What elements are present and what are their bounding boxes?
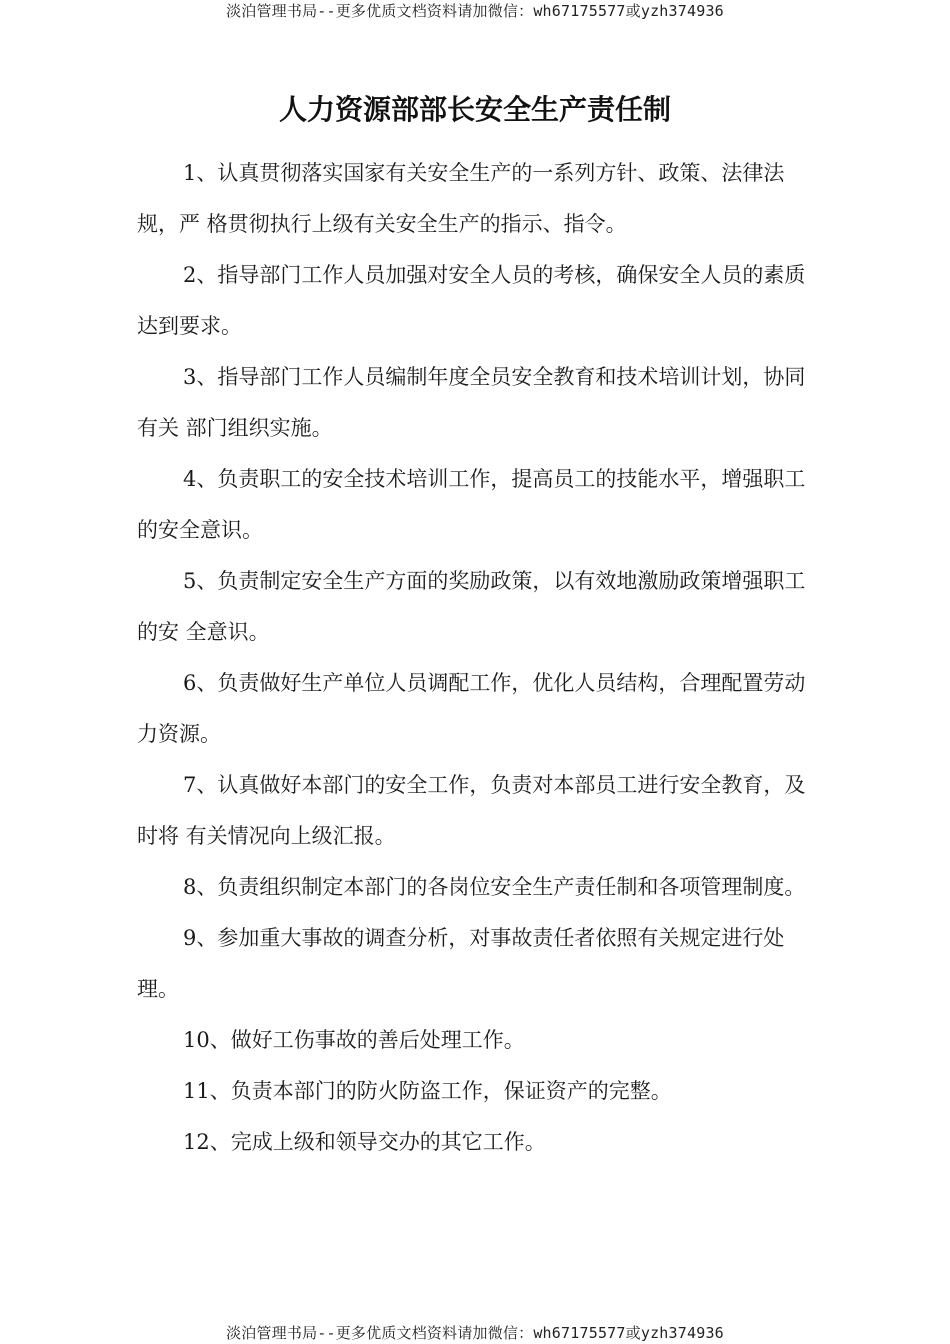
- responsibility-list: [137, 148, 817, 1168]
- list-item: 7、认真做好本部门的安全工作，负责对本部员工进行安全教育，及时将 有关情况向上级汇报。: [137, 773, 806, 848]
- list-item: 10、做好工伤事故的善后处理工作。: [183, 1028, 525, 1052]
- list-item: 8、负责组织制定本部门的各岗位安全生产责任制和各项管理制度。: [183, 875, 806, 899]
- list-item: 5、负责制定安全生产方面的奖励政策，以有效地激励政策增强职工的安 全意识。: [137, 569, 806, 644]
- list-item: 3、指导部门工作人员编制年度全员安全教育和技术培训计划，协同有关 部门组织实施。: [137, 365, 806, 440]
- document-title: 人力资源部部长安全生产责任制: [278, 93, 671, 126]
- list-item: 4、负责职工的安全技术培训工作，提高员工的技能水平，增强职工的安全意识。: [137, 467, 806, 542]
- list-item: 1、认真贯彻落实国家有关安全生产的一系列方针、政策、法律法规，严 格贯彻执行上级有关安全生产的指示、指令。: [137, 161, 785, 236]
- list-item: 11、负责本部门的防火防盗工作，保证资产的完整。: [183, 1079, 672, 1103]
- list-item: 9、参加重大事故的调查分析，对事故责任者依照有关规定进行处理。: [137, 926, 785, 1001]
- header-banner: 淡泊管理书局--更多优质文档资料请加微信：wh67175577或yzh374936: [226, 2, 724, 20]
- footer-banner: 淡泊管理书局--更多优质文档资料请加微信：wh67175577或yzh374936: [226, 1324, 724, 1342]
- list-item: 2、指导部门工作人员加强对安全人员的考核，确保安全人员的素质达到要求。: [137, 263, 806, 338]
- list-item: 12、完成上级和领导交办的其它工作。: [183, 1130, 546, 1154]
- list-item: 6、负责做好生产单位人员调配工作，优化人员结构，合理配置劳动力资源。: [137, 671, 806, 746]
